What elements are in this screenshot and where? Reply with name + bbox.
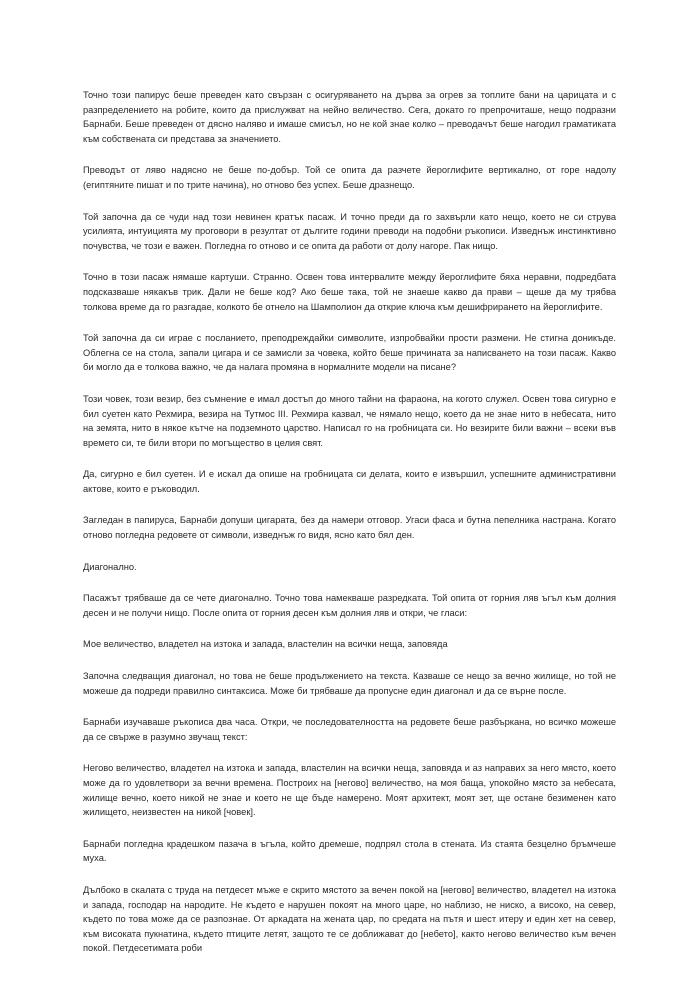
document-body [83,88,616,973]
paragraph-11: Мое величество, владетел на изтока и запада, властелин на всички неща, заповяда [83,639,448,650]
paragraph-6: Този човек, този везир, без съмнение е имал достъп до много тайни на фараона, на когото служел. Освен това сигурно е бил суетен като Рехмира, везира на Тутмос III. Рехмира казвал, че нямало нещо, което да не знае нито в небесата, нито на земята, нито в някое кътче на подземното царство. Написал го на гробницата си. Но везирите били важни – всеки във времето си, те били втори по могъщество в целия свят. [83,393,616,448]
paragraph-5: Той започна да си играе с посланието, преподреждайки символите, изпробвайки прости размени. Не стигна доникъде. Облегна се на стола, запали цигара и се замисли за човека, който беше причината за написването на този пасаж. Какво би могло да е толкова важно, че да налага промяна в нормалните модели на писане? [83,333,616,373]
paragraph-8: Загледан в папируса, Барнаби допуши цигарата, без да намери отговор. Угаси фаса и бутна пепелника настрана. Когато отново погледна редовете от символи, изведнъж го видя, ясно като бял ден. [83,515,616,541]
paragraph-13: Барнаби изучаваше ръкописа два часа. Откри, че последователността на редовете беше разбъркана, но всичко можеше да се свърже в разумно звучащ текст: [83,717,616,742]
paragraph-1: Точно този папирус беше преведен като свързан с осигуряването на дърва за огрев за топлите бани на царицата и с разпределението на робите, които да прислужват на нейно величество. Сега, докато го препрочиташе, нещо подразни Барнаби. Беше преведен от дясно наляво и имаше смисъл, но не кой знае колко – преводачът беше нагодил граматиката към собствената си представа за значението. [83,90,616,144]
paragraph-7: Да, сигурно е бил суетен. И е искал да опише на гробницата си делата, които е извършил, успешните административни актове, които е ръководил. [83,469,616,494]
paragraph-15: Барнаби погледна крадешком пазача в ъгъла, който дремеше, подпрял стола в стената. Из стаята безцелно бръмчеше муха. [83,838,616,864]
paragraph-9: Диагонално. [83,561,137,572]
paragraph-10: Пасажът трябваше да се чете диагонално. Точно това намекваше разредката. Той опита от горния ляв ъгъл към долния десен и не получи нищо. После опита от горния десен към долния ляв и откри, че гласи: [83,593,616,618]
paragraph-16: Дълбоко в скалата с труда на петдесет мъже е скрито мястото за вечен покой на [негово] величество, владетел на изтока и запада, господар на народите. Не където е нарушен покоят на много царе, но наблизо, не ниско, а високо, на север, където по това може да се разпознае. От аркадата на жената цар, по средата на пътя и шест итеру и един хет на север, към високата пукнатина, където птиците летят, защото те се доближават до [небето], както негово величество към вечен покой. Петдесетимата роби [83,884,616,954]
paragraph-12: Започна следващия диагонал, но това не беше продължението на текста. Казваше се нещо за вечно жилище, но той не можеше да подреди правилно синтаксиса. Може би трябваше да пропусне един диагонал и да се върне после. [83,671,616,696]
paragraph-4: Точно в този пасаж нямаше картуши. Странно. Освен това интервалите между йероглифите бяха неравни, подредбата подсказваше някакъв трик. Дали не беше код? Ако беше така, той не знаеше какво да прави – щеше да му трябва толкова време да го разгадае, колкото бе отнело на Шамполион да открие ключа към дешифрирането на йероглифите. [83,272,616,312]
paragraph-3: Той започна да се чуди над този невинен кратък пасаж. И точно преди да го захвърли като нещо, което не си струва усилията, интуицията му проговори в резултат от дългите години преводи на подобни ръкописи. Изведнъж инстинктивно почувства, че този е важен. Погледна го отново и се опита да работи от долу нагоре. Пак нищо. [83,211,616,251]
paragraph-2: Преводът от ляво надясно не беше по-добър. Той се опита да разчете йероглифите вертикално, от горе надолу (египтяните пишат и по трите начина), но отново без успех. Беше дразнещо. [83,165,616,190]
paragraph-14: Негово величество, владетел на изтока и запада, властелин на всички неща, заповяда и аз направих за него място, което може да го удовлетвори за вечни времена. Построих на [негово] величество, на моя баща, упокойно място за небесата, жилище вечно, което никой не знае и което не ще бъде намерено. Моят архитект, моят зет, ще остане безименен като жилището, неизвестен на никой [човек]. [83,763,616,818]
